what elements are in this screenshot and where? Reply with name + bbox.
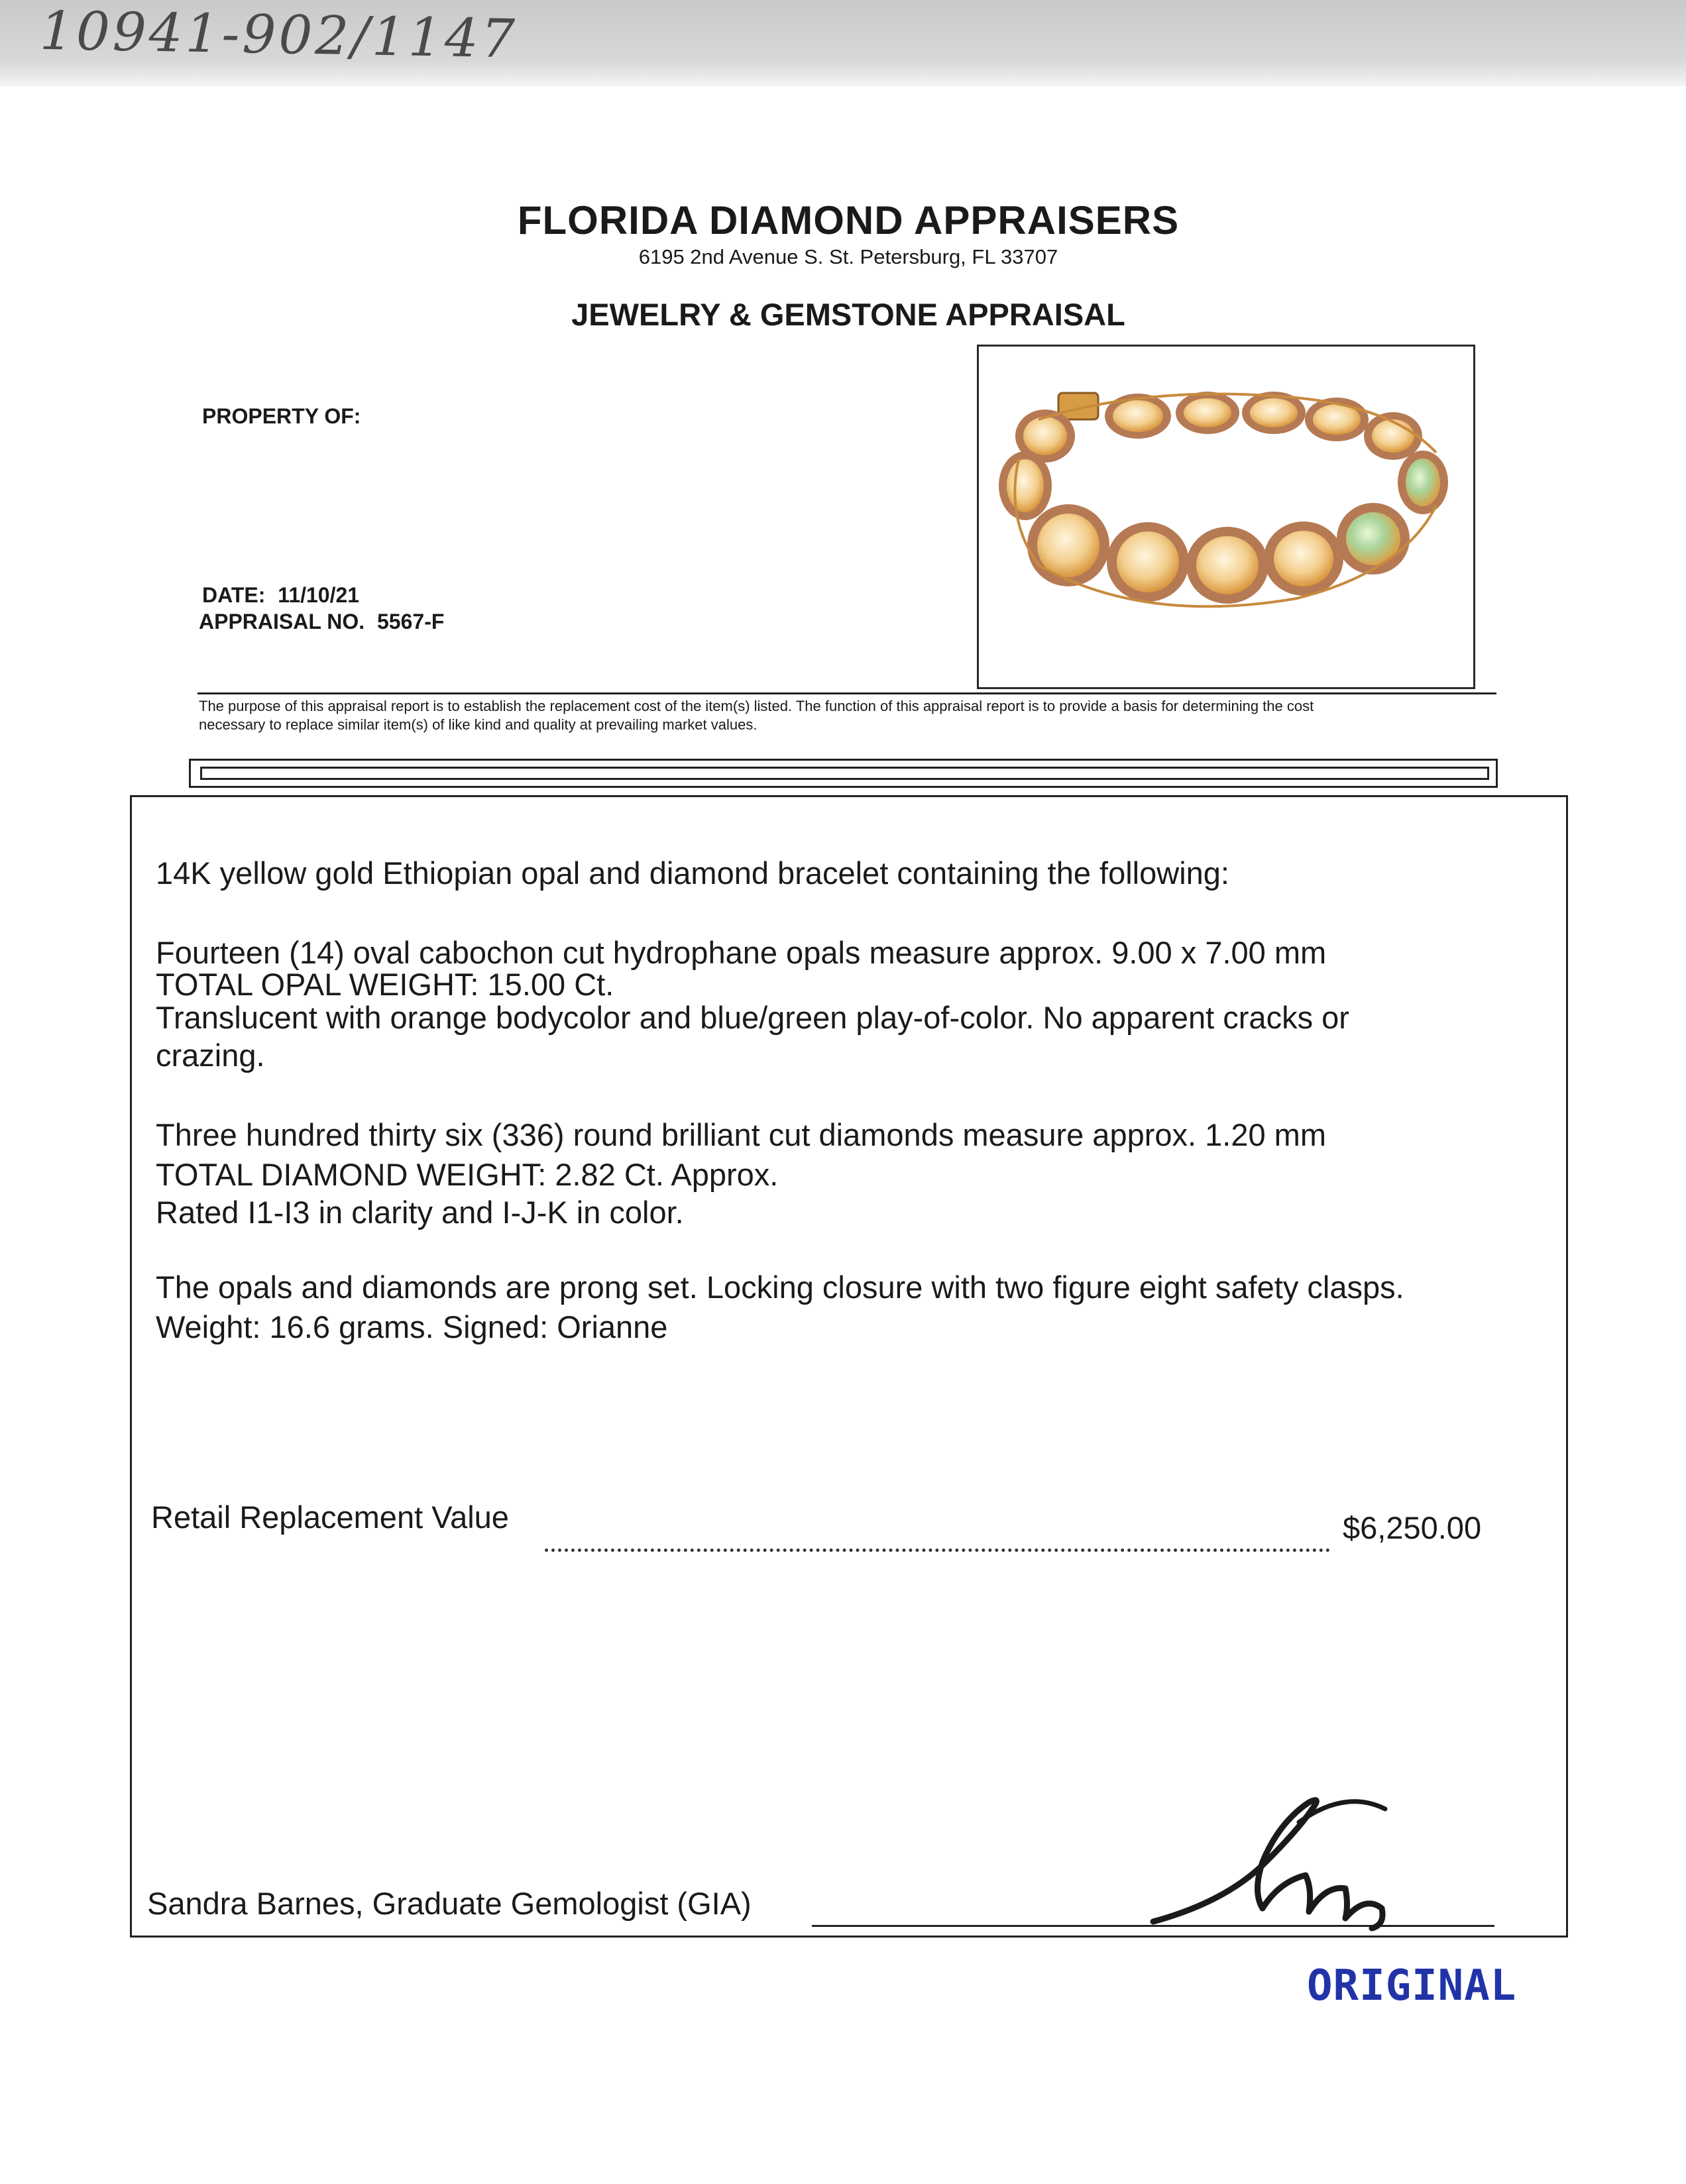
original-stamp: ORIGINAL bbox=[1307, 1961, 1517, 2010]
decorative-double-bar bbox=[189, 759, 1498, 788]
purpose-line-1: The purpose of this appraisal report is to establish the replacement cost of the item(s) listed. The function of this appraisal report is to provide a basis for determining the cost bbox=[199, 698, 1314, 714]
item-intro: 14K yellow gold Ethiopian opal and diamond bracelet containing the following: bbox=[156, 855, 1229, 891]
diamonds-line-1: Three hundred thirty six (336) round brilliant cut diamonds measure approx. 1.20 mm bbox=[156, 1117, 1326, 1152]
company-name: FLORIDA DIAMOND APPRAISERS bbox=[517, 198, 1180, 243]
purpose-top-rule bbox=[197, 692, 1496, 694]
bracelet-back-row bbox=[1015, 392, 1422, 463]
purpose-line-2: necessary to replace similar item(s) of like kind and quality at prevailing market values. bbox=[199, 716, 758, 733]
opals-line-1: Fourteen (14) oval cabochon cut hydrophane opals measure approx. 9.00 x 7.00 mm bbox=[156, 935, 1327, 970]
appraiser-name: Sandra Barnes, Graduate Gemologist (GIA) bbox=[147, 1886, 752, 1921]
purpose-statement bbox=[199, 697, 1498, 734]
property-of-label: PROPERTY OF: bbox=[202, 404, 361, 428]
diamonds-total-weight: TOTAL DIAMOND WEIGHT: 2.82 Ct. Approx. bbox=[156, 1157, 779, 1192]
setting-line-2: Weight: 16.6 grams. Signed: Orianne bbox=[156, 1309, 668, 1344]
bracelet-front-row bbox=[1027, 503, 1410, 604]
opals-total-weight: TOTAL OPAL WEIGHT: 15.00 Ct. bbox=[156, 967, 614, 1002]
appraisal-number-field bbox=[199, 610, 444, 634]
date-value: 11/10/21 bbox=[278, 583, 360, 607]
appraisal-number-label: APPRAISAL NO. bbox=[199, 610, 365, 633]
date-field bbox=[202, 583, 359, 608]
setting-line-1: The opals and diamonds are prong set. Locking closure with two figure eight safety clasps. bbox=[156, 1270, 1404, 1305]
valuation-label: Retail Replacement Value bbox=[151, 1500, 509, 1535]
diamonds-line-3: Rated I1-I3 in clarity and I-J-K in color. bbox=[156, 1195, 684, 1230]
bracelet-photo-icon bbox=[979, 347, 1473, 687]
bracelet-photo-frame bbox=[977, 345, 1475, 689]
company-address: 6195 2nd Avenue S. St. Petersburg, FL 33707 bbox=[638, 245, 1058, 268]
opals-line-3: Translucent with orange bodycolor and blue/green play-of-color. No apparent cracks or bbox=[156, 1000, 1349, 1035]
valuation-amount: $6,250.00 bbox=[1343, 1510, 1482, 1545]
document-title: JEWELRY & GEMSTONE APPRAISAL bbox=[571, 297, 1125, 332]
handwritten-signature bbox=[1147, 1776, 1425, 1935]
date-label: DATE: bbox=[202, 583, 266, 607]
opals-line-4: crazing. bbox=[156, 1038, 265, 1073]
appraisal-number-value: 5567-F bbox=[377, 610, 445, 633]
handwritten-reference-number: 10941-902/1147 bbox=[39, 0, 518, 70]
valuation-leader-dots bbox=[545, 1522, 1330, 1552]
